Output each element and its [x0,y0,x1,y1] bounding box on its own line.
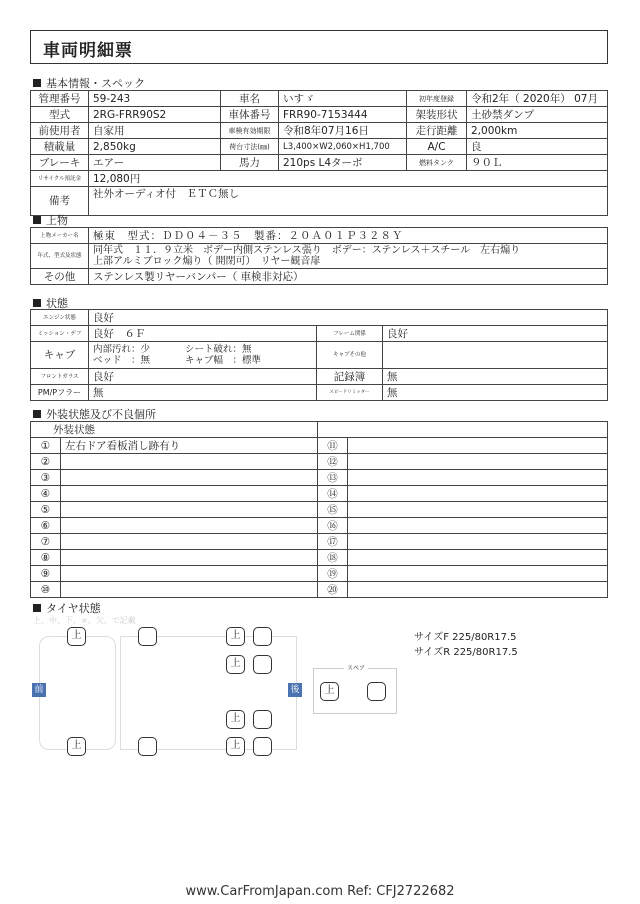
condition-table [30,309,608,401]
maker-label: 上物メーカー名 [31,228,89,244]
cab-frame [39,636,116,750]
value-v3: ９０Ｌ [467,155,608,171]
tire-spare-1[interactable]: 上 [320,682,339,701]
exterior-right-num: ⑮ [318,502,348,518]
spec-line-1: 同年式 １１．９立米 ボデー内側ステンレス張り ボデー：ステンレス＋スチール 左右煽り [93,245,521,256]
tire-rear-left-inner-2[interactable] [253,655,272,674]
section-heading: 上物 [46,214,68,227]
exterior-right-text [348,438,608,454]
exterior-row [31,534,608,550]
label-l3: A/C [407,139,467,155]
value-v3: 良 [467,139,608,155]
tire-rear-right-outer-1[interactable]: 上 [226,710,245,729]
section-heading: 基本情報・スペック [46,77,145,90]
tire-rear-right-inner-2[interactable] [253,737,272,756]
exterior-right-text [348,566,608,582]
exterior-right-text [348,550,608,566]
label-l2: 車名 [221,91,279,107]
glass-label: フロントガラス [31,369,89,385]
value-v2: FRR90-7153444 [279,107,407,123]
cab-width: キャブ幅 ：標準 [185,355,262,366]
other-label: その他 [31,269,89,285]
muffler-label: PM/Pフラー [31,385,89,401]
cab-other-label: キャブその他 [317,342,383,369]
remarks-value: 社外オーディオ付 ＥＴＣ無し [89,187,608,216]
limiter-value: 無 [383,385,608,401]
value-v3: 2,000km [467,123,608,139]
label-l1: ブレーキ [31,155,89,171]
exterior-sub-label: 外装状態 [31,422,318,438]
exterior-left-text [61,486,318,502]
value-v3: 土砂禁ダンプ [467,107,608,123]
title-box [30,30,608,64]
section-exterior [33,406,156,422]
body-table [30,227,608,285]
label-l2: 車検有効期限 [221,123,279,139]
section-heading: 外装状態及び不良個所 [46,408,156,421]
frame-label: フレーム関係 [317,326,383,342]
label-l3: 初年度登録 [407,91,467,107]
exterior-left-num: ① [31,438,61,454]
exterior-left-text: 左右ドア看板消し跡有り [61,438,318,454]
exterior-right-num: ⑭ [318,486,348,502]
section-basic [33,75,145,91]
value-v2: 令和8年07月16日 [279,123,407,139]
remarks-label: 備考 [31,187,89,216]
exterior-left-text [61,454,318,470]
exterior-right-text [348,454,608,470]
value-v1: 59-243 [89,91,221,107]
tire-front-right[interactable]: 上 [67,737,86,756]
mission-value: 良好 ６Ｆ [89,326,317,342]
exterior-right-text [348,534,608,550]
spec-label: 年式、型式及状態 [31,244,89,269]
engine-value: 良好 [89,310,608,326]
tire-rear-right-inner-1[interactable] [253,710,272,729]
square-bullet-icon [33,410,41,418]
value-v2: いすゞ [279,91,407,107]
label-l2: 馬力 [221,155,279,171]
mission-label: ミッション・デフ [31,326,89,342]
cab-dirt: 内部汚れ：少 [93,344,151,355]
exterior-row [31,454,608,470]
maker-value: 極東 型式：ＤＤ０４－３５ 製番：２０Ａ０１Ｐ３２８Ｙ [89,228,608,244]
basic-row [31,139,608,155]
exterior-row [31,486,608,502]
cab-other-value [383,342,608,369]
label-l3: 架装形状 [407,107,467,123]
footer-ref: www.CarFromJapan.com Ref: CFJ2722682 [185,884,455,899]
label-l3: 走行距離 [407,123,467,139]
exterior-row [31,518,608,534]
label-l1: 管理番号 [31,91,89,107]
label-l2: 荷台寸法(㎜) [221,139,279,155]
exterior-left-num: ③ [31,470,61,486]
frame-value: 良好 [383,326,608,342]
remarks-row [31,187,608,216]
square-bullet-icon [33,216,41,224]
exterior-left-num: ⑦ [31,534,61,550]
square-bullet-icon [33,299,41,307]
tire-rear-left-outer-2[interactable]: 上 [226,655,245,674]
exterior-right-num: ⑪ [318,438,348,454]
value-v3: 令和2年（ 2020年） 07月 [467,91,608,107]
record-value: 無 [383,369,608,385]
exterior-right-num: ⑳ [318,582,348,598]
square-bullet-icon [33,79,41,87]
exterior-left-text [61,566,318,582]
value-v2: L3,400×W2,060×H1,700 [279,139,407,155]
basic-row [31,123,608,139]
value-v1: 2,850kg [89,139,221,155]
recycle-row [31,171,608,187]
square-bullet-icon [33,604,41,612]
section-heading: タイヤ状態 [46,602,101,615]
section-body [33,212,68,228]
exterior-left-num: ⑧ [31,550,61,566]
exterior-left-num: ⑥ [31,518,61,534]
basic-row [31,91,608,107]
section-heading: 状態 [46,297,68,310]
exterior-left-text [61,470,318,486]
exterior-left-text [61,534,318,550]
exterior-left-num: ⑤ [31,502,61,518]
label-l2: 車体番号 [221,107,279,123]
exterior-right-num: ⑱ [318,550,348,566]
front-marker: 前 [32,683,46,697]
exterior-right-num: ⑰ [318,534,348,550]
value-v2: 210ps L4ターボ [279,155,407,171]
cab-bed: ベッド ：無 [93,355,151,366]
exterior-right-text [348,470,608,486]
other-value: ステンレス製リヤーバンパー（ 車検非対応） [89,269,608,285]
section-tires [33,600,101,616]
exterior-right-text [348,502,608,518]
tire-size-front: サイズF 225/80R17.5 [414,632,517,643]
tire-size-rear: サイズR 225/80R17.5 [414,647,518,658]
recycle-value: 12,080円 [89,171,608,187]
spare-label: スペア [344,663,368,672]
exterior-left-text [61,518,318,534]
basic-table [30,90,608,216]
cab-label: キャブ [31,342,89,369]
recycle-label: リサイクル預託金 [31,171,89,187]
spec-line-2: 上部アルミブロック煽り（ 開閉可） リヤー観音扉 [93,256,321,267]
exterior-right-num: ⑬ [318,470,348,486]
exterior-right-num: ⑲ [318,566,348,582]
label-l1: 前使用者 [31,123,89,139]
engine-label: エンジン状態 [31,310,89,326]
page-title: 車両明細票 [43,41,133,61]
tire-mid-left[interactable] [138,627,157,646]
tire-spare-2[interactable] [367,682,386,701]
exterior-table [30,421,608,598]
limiter-label: スピードリミッター [317,385,383,401]
exterior-left-num: ⑩ [31,582,61,598]
value-v1: 自家用 [89,123,221,139]
exterior-left-text [61,502,318,518]
label-l3: 燃料タンク [407,155,467,171]
cab-seat: シート破れ：無 [185,344,252,355]
exterior-left-text [61,550,318,566]
exterior-left-num: ④ [31,486,61,502]
exterior-row [31,438,608,454]
label-l1: 積載量 [31,139,89,155]
exterior-right-text [348,486,608,502]
tire-rear-left-inner-1[interactable] [253,627,272,646]
exterior-row [31,502,608,518]
tire-rear-right-outer-2[interactable]: 上 [226,737,245,756]
exterior-left-num: ⑨ [31,566,61,582]
muffler-value: 無 [89,385,317,401]
exterior-right-text [348,518,608,534]
tire-rear-left-outer-1[interactable]: 上 [226,627,245,646]
exterior-right-num: ⑯ [318,518,348,534]
tire-hint: 上、中、下、×、欠、で記載 [33,616,136,625]
basic-row [31,107,608,123]
tire-mid-right[interactable] [138,737,157,756]
basic-row [31,155,608,171]
label-l1: 型式 [31,107,89,123]
rear-marker: 後 [288,683,302,697]
bed-frame [120,636,297,750]
exterior-row [31,582,608,598]
exterior-right-num: ⑫ [318,454,348,470]
exterior-right-text [348,582,608,598]
exterior-left-text [61,582,318,598]
record-label: 記録簿 [317,369,383,385]
exterior-row [31,550,608,566]
value-v1: エアー [89,155,221,171]
exterior-row [31,470,608,486]
tire-front-left[interactable]: 上 [67,627,86,646]
value-v1: 2RG-FRR90S2 [89,107,221,123]
glass-value: 良好 [89,369,317,385]
exterior-row [31,566,608,582]
exterior-left-num: ② [31,454,61,470]
